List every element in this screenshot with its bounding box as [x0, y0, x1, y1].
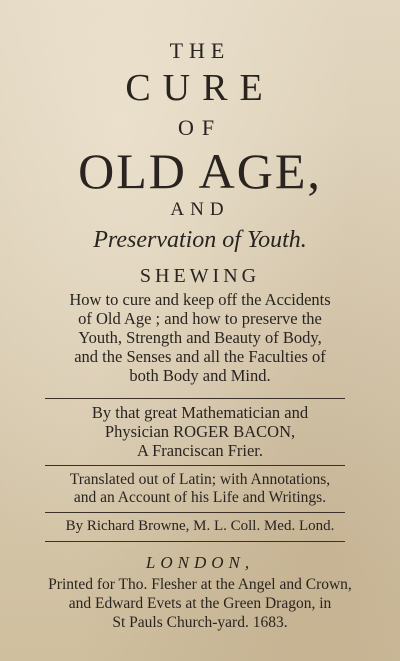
description-line: How to cure and keep off the Accidents: [69, 290, 331, 309]
title-old-age: OLD AGE,: [78, 143, 322, 199]
author-line: A Franciscan Frier.: [136, 441, 263, 460]
title-cure: CURE: [125, 67, 275, 109]
author-line: By that great Mathematician and: [91, 403, 309, 422]
divider-rule: [45, 465, 345, 466]
divider-rule: [45, 541, 345, 542]
divider-rule: [45, 512, 345, 513]
title-of: OF: [177, 115, 223, 140]
title-preservation: Preservation of Youth.: [93, 227, 307, 253]
divider-rule: [45, 398, 345, 399]
translation-line: Translated out of Latin; with Annotations,: [69, 471, 331, 488]
description-line: of Old Age ; and how to preserve the: [78, 309, 322, 328]
translation-line: and an Account of his Life and Writings.: [73, 489, 327, 506]
title-the: THE: [169, 38, 231, 63]
author-line: Physician ROGER BACON,: [104, 422, 296, 441]
imprint-line: St Pauls Church-yard. 1683.: [112, 614, 288, 631]
imprint-line: Printed for Tho. Flesher at the Angel and Crown,: [48, 576, 352, 593]
imprint-block: [20, 575, 380, 632]
title-and: AND: [170, 199, 230, 220]
translation-block: [30, 471, 370, 507]
author-block: [30, 403, 370, 460]
description-line: both Body and Mind.: [129, 366, 271, 385]
description-block: [30, 290, 370, 385]
shewing-heading: SHEWING: [139, 265, 261, 287]
description-line: Youth, Strength and Beauty of Body,: [78, 328, 322, 347]
imprint-city: LONDON,: [145, 553, 255, 572]
imprint-line: and Edward Evets at the Green Dragon, in: [68, 595, 332, 612]
translator-credit: By Richard Browne, M. L. Coll. Med. Lond.: [65, 518, 335, 534]
description-line: and the Senses and all the Faculties of: [74, 347, 326, 366]
